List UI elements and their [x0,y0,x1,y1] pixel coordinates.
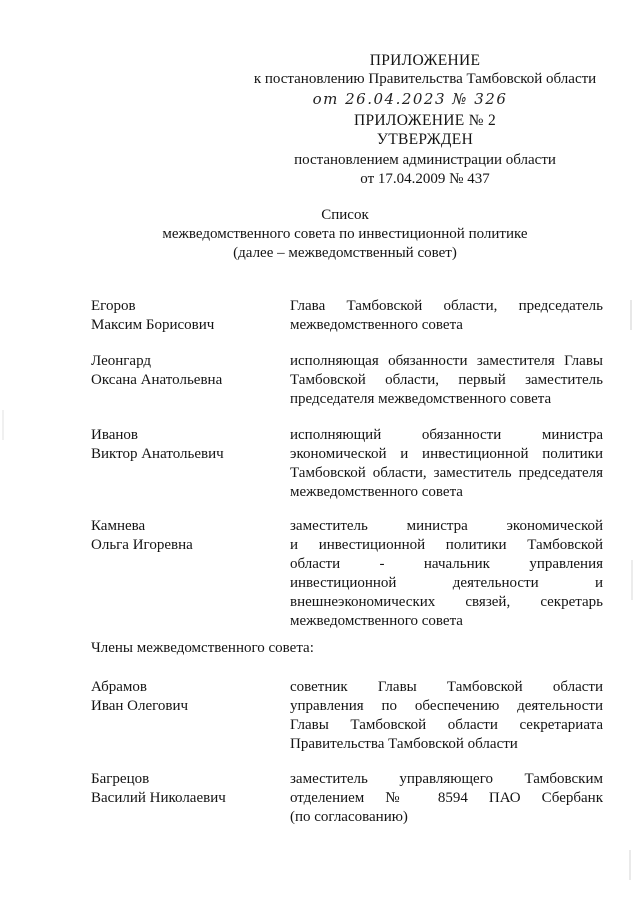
person-given-name: Василий Николаевич [91,790,226,806]
role-line: отделением № 8594 ПАО Сбербанк [290,790,603,806]
approving-authority: постановлением администрации области [294,152,556,168]
person-role [290,297,603,335]
person-name [91,297,291,335]
handwritten-date-number: от 26.04.2023 № 326 [312,90,508,108]
title-line-2: межведомственного совета по инвестиционной политике [162,226,528,242]
role-line: экономической и инвестиционной политики [290,446,603,462]
approved-label: УТВЕРЖДЕН [376,131,474,148]
person-name [91,678,291,716]
person-role [290,678,603,754]
role-line: Глава Тамбовской области, председатель [290,298,603,314]
person-name [91,426,291,464]
role-line: советник Главы Тамбовской области [290,679,603,695]
appendix-header [230,52,620,190]
approval-date-number: от 17.04.2009 № 437 [360,171,490,187]
person-surname: Абрамов [91,679,147,695]
role-line: Правительства Тамбовской области [290,736,518,752]
role-line: области - начальник управления [290,556,603,572]
role-line: Тамбовской области, заместитель председателя [290,465,603,481]
role-line: заместитель министра экономической [290,518,603,534]
person-name [91,517,291,555]
document-title [110,206,580,263]
role-line: Тамбовской области, первый заместитель [290,372,603,388]
person-surname: Иванов [91,427,138,443]
appendix-2-title: ПРИЛОЖЕНИЕ № 2 [353,112,497,129]
members-heading: Члены межведомственного совета: [91,640,314,656]
title-line-1: Список [321,207,369,223]
role-line: (по согласованию) [290,809,408,825]
role-line: межведомственного совета [290,484,463,500]
appendix-title: ПРИЛОЖЕНИЕ [369,52,481,69]
role-line: Главы Тамбовской области секретариата [290,717,603,733]
role-line: заместитель управляющего Тамбовским [290,771,603,787]
title-line-3: (далее – межведомственный совет) [233,245,457,261]
role-line: инвестиционной деятельности и [290,575,603,591]
person-role [290,352,603,409]
person-given-name: Виктор Анатольевич [91,446,224,462]
role-line: исполняющий обязанности министра [290,427,603,443]
person-surname: Камнева [91,518,146,534]
person-role [290,517,603,631]
person-surname: Егоров [91,298,136,314]
role-line: внешнеэкономических связей, секретарь [290,594,603,610]
person-surname: Багрецов [91,771,150,787]
person-given-name: Ольга Игоревна [91,537,193,553]
role-line: исполняющая обязанности заместителя Главы [290,353,603,369]
person-given-name: Иван Олегович [91,698,189,714]
role-line: управления по обеспечению деятельности [290,698,603,714]
role-line: и инвестиционной политики Тамбовской [290,537,603,553]
person-name [91,770,291,808]
role-line: председателя межведомственного совета [290,391,552,407]
person-given-name: Оксана Анатольевна [91,372,223,388]
resolution-reference: к постановлению Правительства Тамбовской области [253,71,597,87]
person-name [91,352,291,390]
person-surname: Леонгард [91,353,151,369]
person-role [290,426,603,502]
role-line: межведомственного совета [290,613,463,629]
person-given-name: Максим Борисович [91,317,215,333]
role-line: межведомственного совета [290,317,463,333]
person-role [290,770,603,827]
